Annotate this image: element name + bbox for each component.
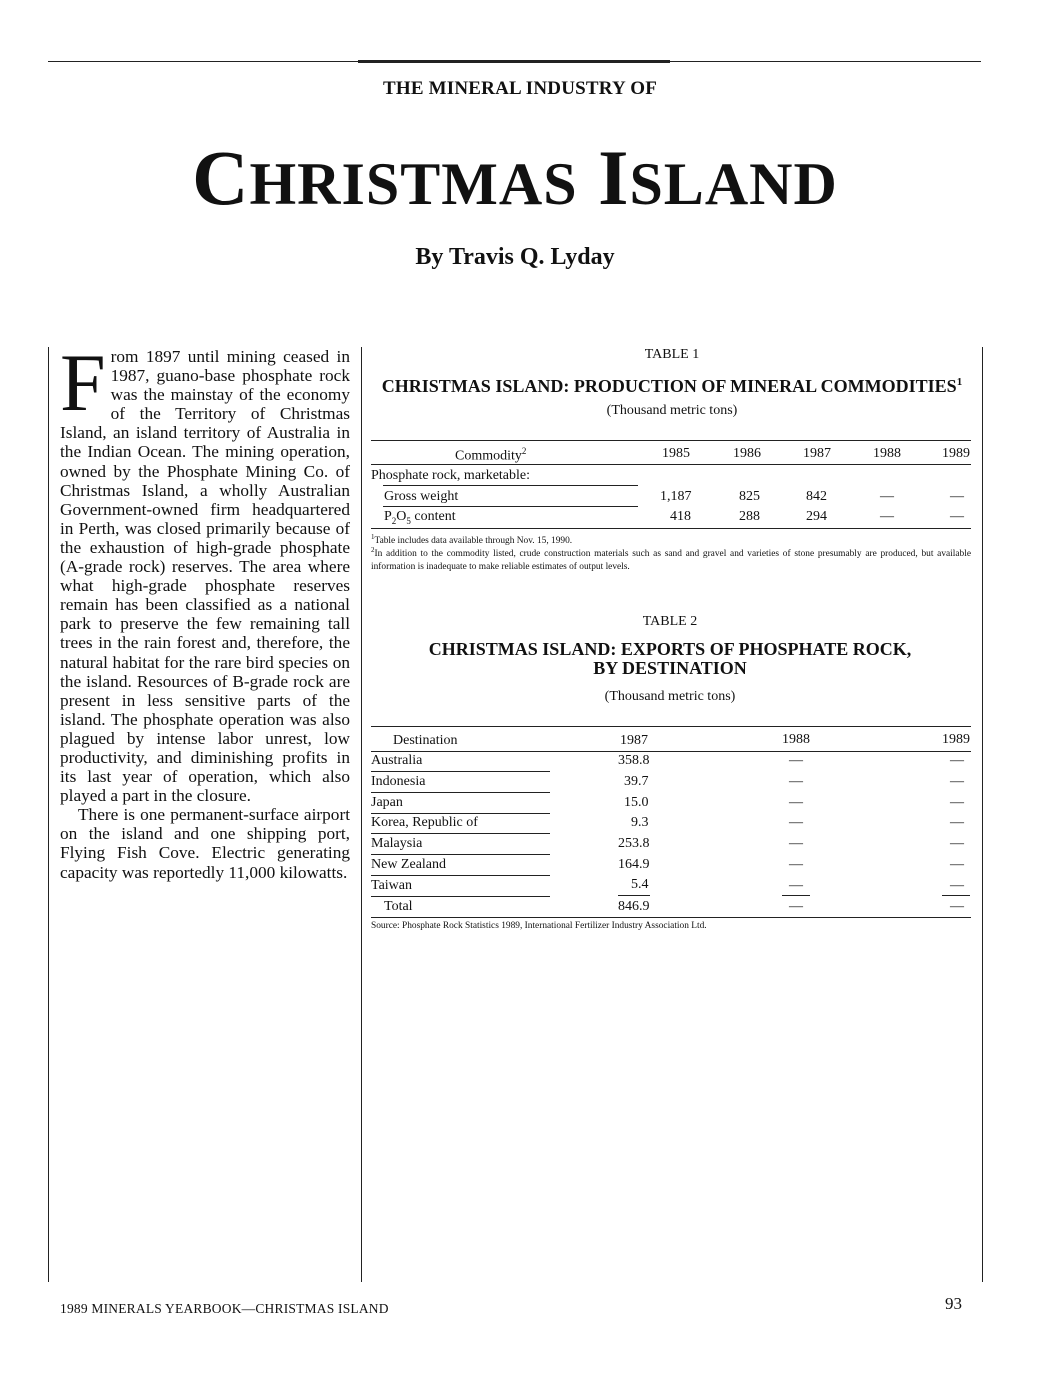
- table2-header-year: 1989: [942, 732, 970, 747]
- p2o5-suffix: content: [410, 509, 456, 524]
- table1-footnote-1-ref: 1: [371, 533, 375, 541]
- table2-leader-rule: [371, 813, 550, 814]
- p2o5-p: P: [384, 509, 392, 524]
- table1-title-text: CHRISTMAS ISLAND: PRODUCTION OF MINERAL COMMODITIES: [381, 376, 957, 396]
- table2-header-year: 1988: [782, 732, 810, 747]
- table1-header-rule: [371, 464, 971, 465]
- p2o5-o: O: [396, 509, 407, 524]
- title-smallcaps-sland: SLAND: [629, 151, 838, 217]
- article-paragraph-2: There is one permanent-surface airport on the island and one shipping port, Flying Fish Cove. Electric generating capacity was reportedly 11,000 kilowatts.: [60, 805, 350, 882]
- table2-total-underline: [782, 895, 810, 896]
- top-rule-thick: [358, 60, 670, 63]
- table2-leader-rule: [371, 792, 550, 793]
- table2-row-label: Malaysia: [371, 836, 423, 851]
- left-margin-rule: [48, 347, 49, 1282]
- table1-leader-rule: [383, 506, 638, 507]
- table2-cell: 5.4: [631, 877, 649, 892]
- table2-cell: 9.3: [631, 815, 649, 830]
- table2-cell: 253.8: [618, 836, 650, 851]
- table1-cell: —: [950, 509, 964, 524]
- article-paragraph-1: [60, 337, 350, 806]
- table2-total-underline: [942, 895, 970, 896]
- table1-cell: 418: [670, 509, 691, 524]
- column-divider-rule: [361, 347, 362, 1282]
- table2-title-line1: CHRISTMAS ISLAND: EXPORTS OF PHOSPHATE ROCK,: [428, 639, 912, 659]
- table2-cell: —: [789, 774, 803, 789]
- table1-title: [372, 372, 972, 396]
- table1-cell: —: [950, 489, 964, 504]
- table1-unit: (Thousand metric tons): [606, 403, 738, 418]
- table2-row-label: Korea, Republic of: [371, 815, 478, 830]
- table2-leader-rule: [371, 875, 550, 876]
- table2-header-destination: Destination: [393, 733, 458, 748]
- table2-header-rule: [371, 751, 971, 752]
- title-initial-i: I: [598, 134, 630, 221]
- drop-cap: F: [60, 337, 106, 428]
- table2-label: TABLE 2: [642, 614, 698, 629]
- table2-source: Source: Phosphate Rock Statistics 1989, International Fertilizer Industry Association Ltd.: [371, 921, 707, 931]
- page-number: 93: [945, 1294, 962, 1313]
- table2-cell: —: [950, 774, 964, 789]
- table2-cell: —: [950, 795, 964, 810]
- table2-cell: 846.9: [618, 899, 650, 914]
- byline: By Travis Q. Lyday: [415, 244, 615, 270]
- title-initial-c: C: [192, 134, 250, 221]
- table2-cell: 164.9: [618, 857, 650, 872]
- table2-cell: —: [789, 815, 803, 830]
- table1-top-rule: [371, 440, 971, 441]
- table1-header-year: 1985: [662, 446, 690, 461]
- p2o5-sub-5: 5: [406, 515, 411, 526]
- table2-row-label: Japan: [371, 795, 403, 810]
- table2-bottom-rule: [371, 917, 971, 918]
- table1-header-commodity-footnote-ref: 2: [521, 446, 527, 456]
- table1-footnote-2: [371, 544, 971, 574]
- table2-cell: —: [950, 899, 964, 914]
- table2-leader-rule: [371, 771, 550, 772]
- table1-header-year: 1989: [942, 446, 970, 461]
- table1-bottom-rule: [371, 528, 971, 529]
- table1-header-year: 1988: [873, 446, 901, 461]
- table2-cell: —: [950, 815, 964, 830]
- table1-header-commodity: [455, 446, 526, 465]
- table2-cell: 358.8: [618, 753, 650, 768]
- table1-cell: 825: [739, 489, 760, 504]
- table1-row-label: Gross weight: [384, 489, 459, 504]
- table2-cell: —: [789, 753, 803, 768]
- table2-total-underline: [618, 895, 650, 896]
- table2-row-label: Australia: [371, 753, 423, 768]
- title-smallcaps-hristmas: HRISTMAS: [249, 151, 578, 217]
- right-margin-rule: [982, 347, 983, 1282]
- table2-cell: —: [789, 795, 803, 810]
- table1-cell: 294: [806, 509, 827, 524]
- table2-title-line2: BY DESTINATION: [593, 658, 747, 678]
- table1-row-label: [384, 509, 456, 526]
- table1-cell: 842: [806, 489, 827, 504]
- table2-cell: —: [789, 836, 803, 851]
- table1-footnote-2-text: In addition to the commodity listed, crude construction materials such as sand and gravel and varieties of stone presumably are produced, but available information is inadequate to make reliable estimates of output levels.: [371, 549, 971, 573]
- footer-running-title: 1989 MINERALS YEARBOOK—CHRISTMAS ISLAND: [60, 1301, 389, 1316]
- p2o5-sub-2: 2: [391, 515, 397, 526]
- table2-top-rule: [371, 726, 971, 727]
- table2-cell: —: [950, 878, 964, 893]
- table2-leader-rule: [371, 896, 550, 897]
- table2-header-year: 1987: [620, 733, 648, 748]
- table1-header-year: 1987: [803, 446, 831, 461]
- table2-cell: 39.7: [624, 774, 649, 789]
- table2-leader-rule: [371, 833, 550, 834]
- table2-cell: —: [950, 836, 964, 851]
- table2-row-label: Indonesia: [371, 774, 426, 789]
- table2-unit: (Thousand metric tons): [604, 689, 736, 704]
- table1-header-year: 1986: [733, 446, 761, 461]
- table1-cell: —: [880, 509, 894, 524]
- table1-cell: 1,187: [660, 489, 692, 504]
- table2-leader-rule: [371, 854, 550, 855]
- table1-leader-rule: [383, 485, 638, 486]
- article-body: [60, 337, 350, 882]
- table1-cell: —: [880, 489, 894, 504]
- table2-row-label: New Zealand: [371, 857, 447, 872]
- table2-row-label: Taiwan: [371, 878, 413, 893]
- table1-label: TABLE 1: [644, 347, 700, 362]
- table1-footnote-1-text: Table includes data available through Nov. 15, 1990.: [374, 536, 573, 547]
- article-paragraph-1-text: rom 1897 until mining ceased in 1987, guano-base phosphate rock was the mainstay of the economy of the Territory of Christmas Island, an island territory of Australia in the Indian Ocean. The mining operation, owned by the Phosphate Mining Co. of Christmas Island, a wholly Australian Government-owned firm headquartered in Perth, was closed primarily because of the exhaustion of high-grade phosphate (A-grade rock) reserves. The area where what high-grade phosphate reserves remain has been classified as a national park to preserve the few remaining tall trees in the rain forest and, therefore, the natural habitat for the rare bird species on the island. Resources of B-grade rock are present in less sensitive parts of the island. The phosphate operation was also plagued by intense labor unrest, low productivity, and diminishing profits in its last year of operation, which also played a part in the closure.: [60, 347, 350, 806]
- table1-cell: 288: [739, 509, 760, 524]
- table2-cell: 15.0: [624, 795, 649, 810]
- table2-cell: —: [950, 753, 964, 768]
- page-title: [0, 128, 1030, 234]
- table1-footnote-2-ref: 2: [371, 546, 375, 554]
- table1-title-footnote-ref: 1: [956, 376, 963, 388]
- table1-group-label: Phosphate rock, marketable:: [371, 468, 531, 483]
- header-kicker: THE MINERAL INDUSTRY OF: [382, 78, 657, 99]
- table2-cell: —: [950, 857, 964, 872]
- table2-cell: —: [789, 878, 803, 893]
- table2-cell: —: [789, 857, 803, 872]
- table1-header-commodity-text: Commodity: [455, 448, 522, 464]
- table2-cell: —: [789, 899, 803, 914]
- table2-row-label-total: Total: [384, 899, 413, 914]
